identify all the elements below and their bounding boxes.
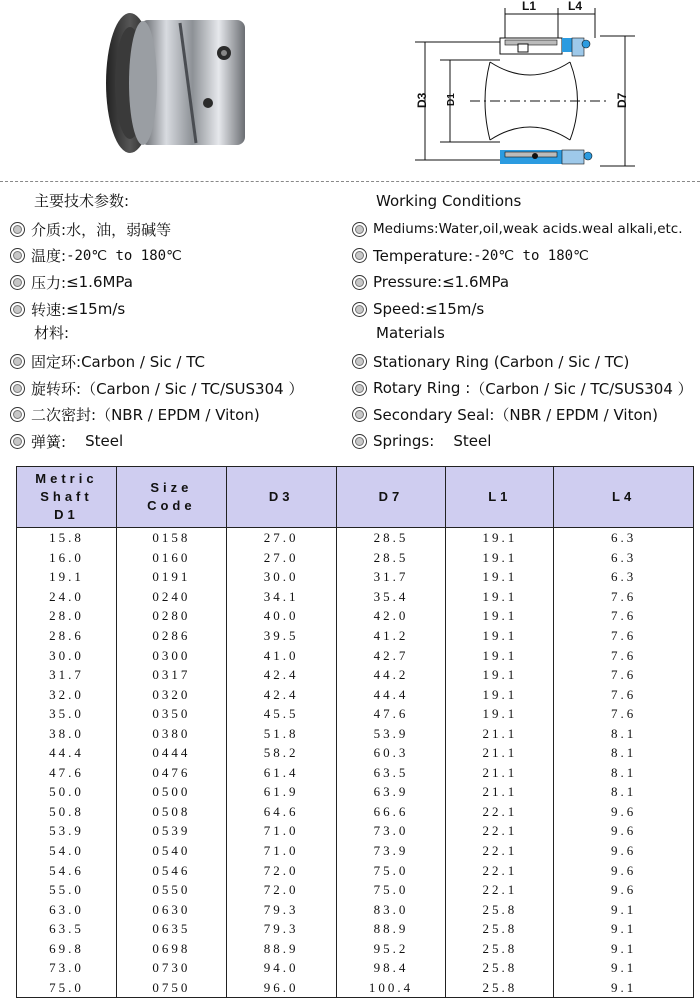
cell-d7: 63.9 [336,782,446,802]
spec-value: （Carbon / Sic / TC/SUS304 ） [470,379,693,398]
spec-heading-params: 主要技术参数: [34,192,130,210]
cell-l1: 19.1 [446,567,554,587]
table-row [17,958,694,978]
cell-d7: 88.9 [336,919,446,939]
dimensions-table [16,466,694,998]
spec-label: 固定环: [31,353,82,372]
cell-d3: 71.0 [226,841,336,861]
header-text: D3 [268,489,294,504]
table-row [17,548,694,568]
cell-l1: 19.1 [446,606,554,626]
cell-l1: 22.1 [446,880,554,900]
cell-d7: 44.2 [336,665,446,685]
cell-metric-shaft-d1: 75.0 [17,978,117,998]
spec-row-secondary-seal [10,402,345,429]
spec-value: Water,oil,weak acids.weal alkali,etc. [438,221,683,238]
cell-l4: 9.1 [554,899,694,919]
cell-d3: 64.6 [226,802,336,822]
cell-metric-shaft-d1: 53.9 [17,821,117,841]
cell-l4: 7.6 [554,665,694,685]
cell-d7: 100.4 [336,978,446,998]
cell-l4: 9.1 [554,938,694,958]
cell-l4: 7.6 [554,704,694,724]
spec-row-speed [10,296,345,323]
cell-d7: 83.0 [336,899,446,919]
cell-size-code: 0539 [116,821,226,841]
cell-metric-shaft-d1: 35.0 [17,704,117,724]
cell-size-code: 0635 [116,919,226,939]
header-text: L1 [488,489,512,504]
bullet-icon [10,434,25,449]
cell-l1: 25.8 [446,978,554,998]
cell-size-code: 0240 [116,587,226,607]
cell-l1: 21.1 [446,743,554,763]
cell-d3: 88.9 [226,938,336,958]
cell-l4: 8.1 [554,782,694,802]
spec-row-stationary-ring [10,348,345,375]
cell-l4: 7.6 [554,626,694,646]
spec-label: Springs: [373,432,435,451]
cell-d3: 94.0 [226,958,336,978]
spec-row-medium [10,216,345,243]
cell-d7: 42.7 [336,645,446,665]
bullet-icon [10,302,25,317]
spec-value: ≤1.6MPa [442,273,510,292]
table-row [17,860,694,880]
cell-size-code: 0280 [116,606,226,626]
cell-d7: 41.2 [336,626,446,646]
cell-size-code: 0476 [116,763,226,783]
cell-size-code: 0546 [116,860,226,880]
spec-value: Steel [434,432,492,451]
header-metric-shaft-d1 [17,467,117,528]
cell-metric-shaft-d1: 55.0 [17,880,117,900]
cell-l1: 22.1 [446,841,554,861]
spec-label: Secondary Seal: [373,405,495,424]
cell-size-code: 0286 [116,626,226,646]
cell-metric-shaft-d1: 30.0 [17,645,117,665]
table-row [17,587,694,607]
cell-size-code: 0698 [116,938,226,958]
cell-d3: 41.0 [226,645,336,665]
cell-d7: 47.6 [336,704,446,724]
diagram-label-l4: L4 [568,0,583,13]
cell-metric-shaft-d1: 73.0 [17,958,117,978]
cell-d3: 72.0 [226,860,336,880]
spec-label: Stationary Ring [373,352,489,371]
cell-metric-shaft-d1: 28.0 [17,606,117,626]
cell-d7: 63.5 [336,763,446,783]
spec-value: （NBR / EPDM / Viton) [494,406,659,425]
cell-metric-shaft-d1: 54.6 [17,860,117,880]
table-row [17,782,694,802]
cell-d3: 96.0 [226,978,336,998]
spec-label: Rotary Ring : [373,379,471,398]
cell-d7: 28.5 [336,548,446,568]
cell-l1: 22.1 [446,802,554,822]
cell-d7: 28.5 [336,528,446,548]
cell-d7: 31.7 [336,567,446,587]
spec-label: 压力: [31,273,67,292]
cell-d3: 61.4 [226,763,336,783]
spec-value: (Carbon / Sic / TC) [488,352,630,371]
cell-metric-shaft-d1: 15.8 [17,528,117,548]
cell-l4: 8.1 [554,743,694,763]
header-d7 [336,467,446,528]
bullet-icon [352,381,367,396]
cell-l4: 9.6 [554,880,694,900]
diagram-label-d1: D1 [446,93,457,106]
spec-label: 介质: [31,220,67,239]
spec-row-speed-en [352,296,700,323]
table-row [17,841,694,861]
cell-d7: 66.6 [336,802,446,822]
spec-row-stationary-ring-en [352,348,700,375]
cell-size-code: 0550 [116,880,226,900]
cell-metric-shaft-d1: 24.0 [17,587,117,607]
cell-d7: 98.4 [336,958,446,978]
cell-metric-shaft-d1: 44.4 [17,743,117,763]
table-row [17,978,694,998]
cell-l1: 25.8 [446,899,554,919]
spec-row-temperature [10,243,345,270]
cell-size-code: 0750 [116,978,226,998]
cell-d3: 58.2 [226,743,336,763]
bullet-icon [352,407,367,422]
bullet-icon [352,434,367,449]
header-text: Metric [35,471,98,486]
spec-row-rotary-ring [10,375,345,402]
cell-d3: 42.4 [226,684,336,704]
cell-l1: 19.1 [446,704,554,724]
cell-d7: 75.0 [336,860,446,880]
spec-row-pressure-en [352,269,700,296]
cell-size-code: 0350 [116,704,226,724]
cell-metric-shaft-d1: 69.8 [17,938,117,958]
spec-row-springs-en [352,428,700,455]
table-row [17,665,694,685]
cell-metric-shaft-d1: 19.1 [17,567,117,587]
header-l1 [446,467,554,528]
table-header-row [17,467,694,528]
bullet-icon [352,302,367,317]
spec-value: ≤15m/s [425,300,485,319]
header-d3 [226,467,336,528]
spec-column-english [352,190,700,455]
cell-size-code: 0500 [116,782,226,802]
table-row [17,743,694,763]
spec-label: 转速: [31,300,67,319]
cell-size-code: 0191 [116,567,226,587]
cell-metric-shaft-d1: 50.0 [17,782,117,802]
cell-d3: 79.3 [226,919,336,939]
spec-label: Pressure: [373,273,443,292]
header-l4 [554,467,694,528]
spec-value: ≤15m/s [66,300,126,319]
spec-label: 旋转环: [31,379,82,398]
cell-metric-shaft-d1: 32.0 [17,684,117,704]
cell-size-code: 0320 [116,684,226,704]
cell-d3: 72.0 [226,880,336,900]
cell-size-code: 0317 [116,665,226,685]
cell-l1: 25.8 [446,938,554,958]
table-row [17,919,694,939]
cell-l1: 22.1 [446,860,554,880]
cell-l4: 8.1 [554,723,694,743]
header-size-code [116,467,226,528]
table-row [17,880,694,900]
cell-size-code: 0160 [116,548,226,568]
spec-value: （Carbon / Sic / TC/SUS304 ） [81,379,304,398]
spec-row-mediums [352,216,700,243]
cell-d3: 27.0 [226,528,336,548]
cell-size-code: 0730 [116,958,226,978]
cell-l1: 19.1 [446,528,554,548]
cell-l1: 19.1 [446,684,554,704]
cell-l4: 6.3 [554,548,694,568]
cell-size-code: 0508 [116,802,226,822]
cell-d7: 95.2 [336,938,446,958]
cell-l4: 6.3 [554,567,694,587]
table-row [17,899,694,919]
cell-d3: 42.4 [226,665,336,685]
cell-l4: 9.6 [554,802,694,822]
table-body [17,528,694,998]
header-text: Shaft [40,489,93,504]
spec-value: ≤1.6MPa [66,273,133,292]
table-row [17,821,694,841]
cell-l4: 7.6 [554,684,694,704]
table-row [17,567,694,587]
bullet-icon [10,222,25,237]
cell-l4: 9.6 [554,821,694,841]
cell-metric-shaft-d1: 31.7 [17,665,117,685]
cell-l1: 19.1 [446,645,554,665]
spec-label: Temperature: [373,246,474,265]
header-text: Size [150,480,193,495]
spec-row-secondary-seal-en [352,402,700,429]
cell-l4: 8.1 [554,763,694,783]
cell-d7: 73.0 [336,821,446,841]
header-text: D7 [378,489,404,504]
cell-metric-shaft-d1: 63.5 [17,919,117,939]
bullet-icon [352,222,367,237]
cell-d7: 60.3 [336,743,446,763]
diagram-label-l1: L1 [522,0,537,13]
table-row [17,606,694,626]
cell-d3: 51.8 [226,723,336,743]
spec-value: Steel [66,432,124,451]
header-text: Code [147,498,196,513]
bullet-icon [10,354,25,369]
bullet-icon [10,407,25,422]
spec-row-springs [10,428,345,455]
bullet-icon [352,248,367,263]
spec-column-chinese [10,190,345,455]
cell-l1: 21.1 [446,763,554,783]
cell-l4: 6.3 [554,528,694,548]
header-text: D1 [54,507,79,522]
cell-l4: 9.6 [554,860,694,880]
cell-metric-shaft-d1: 38.0 [17,723,117,743]
cell-size-code: 0158 [116,528,226,548]
cell-l4: 7.6 [554,645,694,665]
cell-metric-shaft-d1: 63.0 [17,899,117,919]
cell-d7: 42.0 [336,606,446,626]
spec-label: Mediums: [373,221,439,238]
table-row [17,723,694,743]
spec-heading-materials: 材料: [34,324,70,343]
spec-value: （NBR / EPDM / Viton) [96,406,260,425]
diagram-label-d7: D7 [615,92,629,108]
spec-row-pressure [10,269,345,296]
cell-l1: 25.8 [446,919,554,939]
cell-size-code: 0380 [116,723,226,743]
cell-d7: 35.4 [336,587,446,607]
spec-value: -20℃ to 180℃ [473,247,589,264]
cell-l4: 9.6 [554,841,694,861]
spec-value: 水，油，弱碱等 [66,220,172,239]
table-row [17,704,694,724]
spec-row-temperature-en [352,243,700,270]
cell-d7: 53.9 [336,723,446,743]
table-row [17,763,694,783]
bullet-icon [10,275,25,290]
cell-l1: 19.1 [446,626,554,646]
cell-l4: 9.1 [554,958,694,978]
cell-d3: 45.5 [226,704,336,724]
cell-d3: 71.0 [226,821,336,841]
bullet-icon [10,381,25,396]
cell-d3: 61.9 [226,782,336,802]
cell-l1: 25.8 [446,958,554,978]
cell-l4: 9.1 [554,978,694,998]
cell-d3: 79.3 [226,899,336,919]
section-divider [0,181,700,182]
cell-metric-shaft-d1: 54.0 [17,841,117,861]
cell-size-code: 0540 [116,841,226,861]
cell-metric-shaft-d1: 47.6 [17,763,117,783]
cell-d3: 39.5 [226,626,336,646]
cell-d3: 40.0 [226,606,336,626]
cell-l1: 19.1 [446,548,554,568]
spec-label: Speed: [373,300,426,319]
cell-l4: 9.1 [554,919,694,939]
cell-l4: 7.6 [554,606,694,626]
spec-value: -20℃ to 180℃ [66,247,182,264]
spec-label: 二次密封: [31,406,97,425]
cell-d3: 34.1 [226,587,336,607]
table-row [17,645,694,665]
header-text: L4 [612,489,636,504]
table-row [17,802,694,822]
spec-row-rotary-ring-en [352,375,700,402]
table-row [17,626,694,646]
cell-d7: 75.0 [336,880,446,900]
seal-cross-section-diagram [410,0,645,178]
cell-l1: 19.1 [446,665,554,685]
bullet-icon [352,275,367,290]
seal-photo [100,8,255,158]
cell-size-code: 0444 [116,743,226,763]
spec-label: 温度: [31,247,67,266]
diagram-label-d3: D3 [415,92,429,108]
cell-d3: 27.0 [226,548,336,568]
table-row [17,528,694,548]
spec-heading-working-conditions: Working Conditions [376,192,522,210]
cell-l1: 19.1 [446,587,554,607]
cell-metric-shaft-d1: 16.0 [17,548,117,568]
bullet-icon [352,354,367,369]
cell-d7: 73.9 [336,841,446,861]
cell-size-code: 0630 [116,899,226,919]
cell-l1: 21.1 [446,782,554,802]
spec-heading-materials-en: Materials [376,324,445,343]
table-row [17,684,694,704]
table-row [17,938,694,958]
cell-metric-shaft-d1: 28.6 [17,626,117,646]
cell-l1: 21.1 [446,723,554,743]
cell-metric-shaft-d1: 50.8 [17,802,117,822]
cell-d7: 44.4 [336,684,446,704]
cell-d3: 30.0 [226,567,336,587]
cell-l4: 7.6 [554,587,694,607]
bullet-icon [10,248,25,263]
cell-size-code: 0300 [116,645,226,665]
spec-value: Carbon / Sic / TC [81,352,205,371]
spec-label: 弹簧: [31,432,67,451]
cell-l1: 22.1 [446,821,554,841]
